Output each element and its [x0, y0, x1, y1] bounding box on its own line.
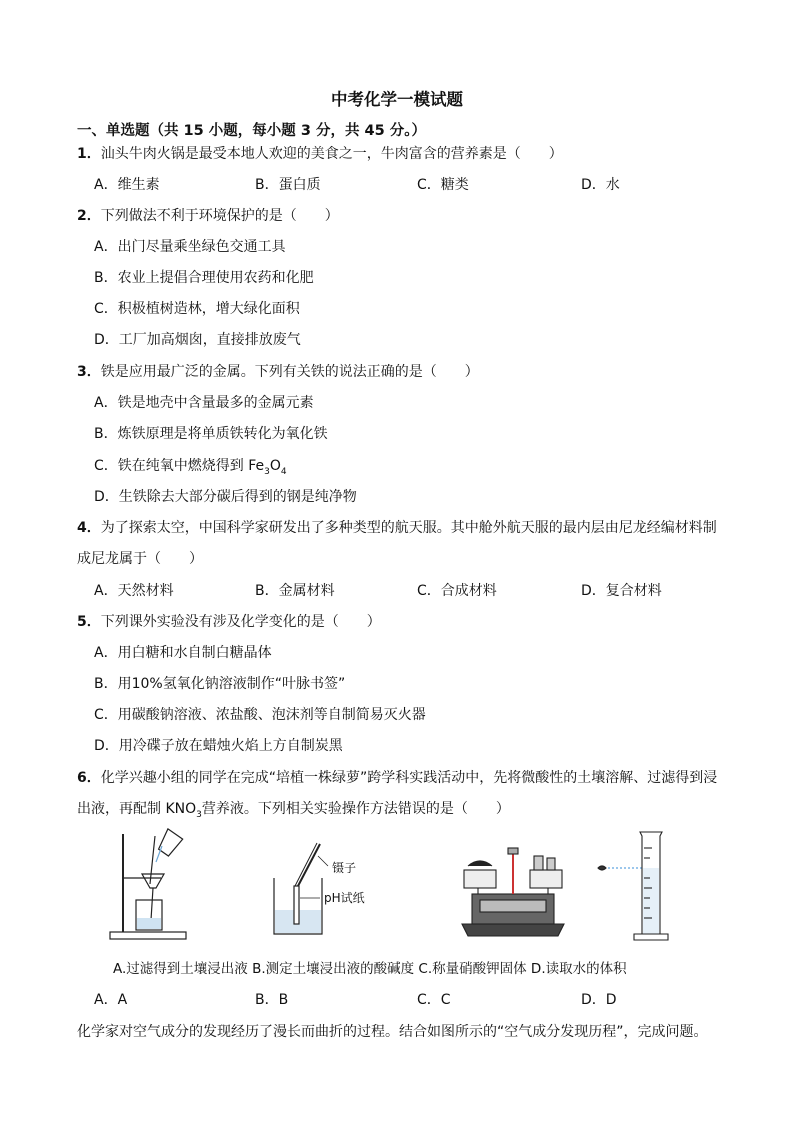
question-stem: 汕头牛肉火锅是最受本地人欢迎的美食之一，牛肉富含的营养素是（ ）	[100, 146, 563, 162]
balance-weighing-figure	[458, 842, 568, 938]
formula-part: O	[269, 458, 281, 474]
option-b[interactable]: B．用10%氢氧化钠溶液制作“叶脉书签”	[94, 676, 346, 692]
question-4-options	[94, 581, 774, 601]
option-d[interactable]: D．用冷碟子放在蜡烛火焰上方自制炭黑	[94, 738, 343, 754]
graduated-cylinder-figure	[580, 830, 680, 944]
subscript: 4	[280, 466, 287, 477]
filtration-apparatus-figure	[106, 828, 192, 942]
page-title: 中考化学一模试题	[331, 90, 463, 109]
right-pan-paper	[530, 870, 562, 888]
option-b[interactable]: B．金属材料	[255, 583, 335, 599]
question-2	[77, 206, 339, 226]
option-c[interactable]: C．糖类	[417, 177, 469, 193]
question-number: 6．	[77, 770, 101, 786]
question-1	[77, 144, 563, 164]
stem-text: 营养液。下列相关实验操作方法错误的是（ ）	[201, 801, 510, 817]
stand-base	[110, 932, 186, 939]
ph-test-figure	[262, 838, 392, 942]
option-a[interactable]: A．铁是地壳中含量最多的金属元素	[94, 395, 314, 411]
closing-paragraph: 化学家对空气成分的发现经历了漫长而曲折的过程。结合如图所示的“空气成分发现历程”，完成问题。	[77, 1024, 708, 1040]
option-b[interactable]: B．农业上提倡合理使用农药和化肥	[94, 270, 314, 286]
option-c[interactable]: C．积极植树造林，增大绿化面积	[94, 301, 300, 317]
option-a[interactable]: A．天然材料	[94, 583, 174, 599]
option-d[interactable]: D．D	[581, 992, 617, 1008]
weight	[534, 856, 543, 870]
question-6	[77, 768, 717, 788]
question-1-options	[94, 175, 774, 195]
question-stem: 铁是应用最广泛的金属。下列有关铁的说法正确的是（ ）	[100, 364, 479, 380]
question-5	[77, 612, 381, 632]
tweezers-label: 镊子	[332, 861, 357, 875]
funnel	[142, 874, 164, 888]
option-a[interactable]: A．A	[94, 992, 128, 1008]
option-a[interactable]: A．用白糖和水自制白糖晶体	[94, 645, 272, 661]
weight	[547, 858, 555, 870]
question-number: 4．	[77, 520, 101, 536]
balance-base	[462, 924, 564, 936]
option-d[interactable]: D．水	[581, 177, 620, 193]
question-number: 3．	[77, 364, 101, 380]
option-c[interactable]: C．合成材料	[417, 583, 497, 599]
option-d[interactable]: D．工厂加高烟囱，直接排放废气	[94, 332, 301, 348]
glass-rod	[150, 836, 155, 884]
option-c-text: C．铁在纯氧中燃烧得到 Fe	[94, 458, 265, 474]
section-title: 一、单选题（共 15 小题，每小题 3 分，共 45 分。）	[77, 123, 426, 139]
question-stem: 为了探索太空，中国科学家研发出了多种类型的航天服。其中舱外航天服的最内层由尼龙经编材料制	[100, 520, 717, 536]
option-a[interactable]: A．出门尽量乘坐绿色交通工具	[94, 239, 286, 255]
question-number: 5．	[77, 614, 101, 630]
question-number: 2．	[77, 208, 101, 224]
option-c[interactable]	[94, 456, 287, 482]
question-4	[77, 518, 717, 538]
eye-icon	[598, 866, 606, 870]
question-stem: 下列课外实验没有涉及化学变化的是（ ）	[100, 614, 381, 630]
option-a[interactable]: A．维生素	[94, 177, 160, 193]
question-number: 1．	[77, 146, 101, 162]
question-6-options	[94, 990, 774, 1010]
ph-paper-label: pH试纸	[324, 891, 365, 905]
subscript: 3	[196, 809, 202, 820]
figure-caption: A.过滤得到土壤浸出液 B.测定土壤浸出液的酸碱度 C.称量硝酸钾固体 D.读取水的体积	[113, 961, 627, 977]
stem-text: 出液，再配制 KNO	[77, 801, 197, 817]
option-c[interactable]: C．用碳酸钠溶液、浓盐酸、泡沫剂等自制简易灭火器	[94, 707, 426, 723]
option-b[interactable]: B．炼铁原理是将单质铁转化为氧化铁	[94, 426, 328, 442]
option-c[interactable]: C．C	[417, 992, 451, 1008]
ph-paper	[294, 886, 299, 924]
question-stem: 化学兴趣小组的同学在完成“培植一株绿萝”跨学科实践活动中，先将微酸性的土壤溶解、过滤得到浸	[100, 770, 718, 786]
question-4-stem-cont: 成尼龙属于（ ）	[77, 551, 203, 567]
option-b[interactable]: B．B	[255, 992, 289, 1008]
option-b[interactable]: B．蛋白质	[255, 177, 321, 193]
left-pan-paper	[464, 870, 496, 888]
option-d[interactable]: D．生铁除去大部分碳后得到的钢是纯净物	[94, 489, 357, 505]
subscript: 3	[264, 466, 270, 477]
question-6-stem-cont	[77, 799, 510, 825]
tweezers	[298, 844, 320, 886]
question-3	[77, 362, 479, 382]
option-d[interactable]: D．复合材料	[581, 583, 662, 599]
question-stem: 下列做法不利于环境保护的是（ ）	[100, 208, 339, 224]
